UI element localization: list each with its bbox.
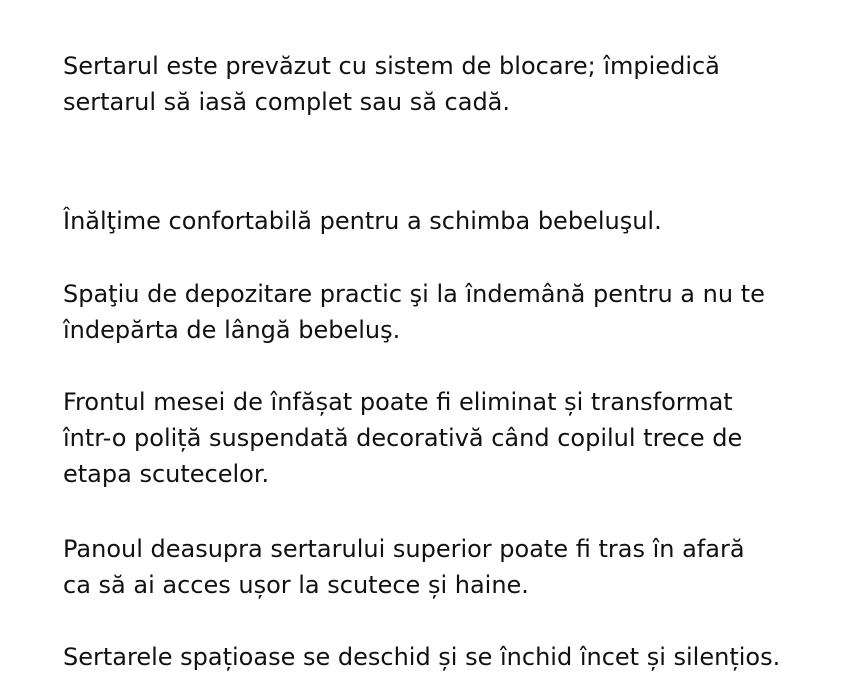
paragraph-comfortable-height	[63, 203, 833, 239]
paragraph-storage-space	[63, 276, 833, 348]
text-line: Înălţime confortabilă pentru a schimba bebeluşul.	[63, 207, 662, 235]
text-line: Sertarul este prevăzut cu sistem de blocare; împiedică	[63, 52, 720, 80]
text-line: ca să ai acces ușor la scutece și haine.	[63, 571, 529, 599]
text-line: îndepărta de lângă bebeluş.	[63, 316, 401, 344]
paragraph-top-drawer-panel	[63, 531, 833, 603]
text-line: Spaţiu de depozitare practic şi la îndemână pentru a nu te	[63, 280, 765, 308]
paragraph-spacious-drawers	[63, 639, 833, 675]
paragraph-drawer-lock	[63, 48, 833, 120]
text-line: într-o poliță suspendată decorativă când copilul trece de	[63, 424, 743, 452]
text-line: etapa scutecelor.	[63, 460, 270, 488]
text-line: sertarul să iasă complet sau să cadă.	[63, 88, 511, 116]
text-line: Panoul deasupra sertarului superior poate fi tras în afară	[63, 535, 745, 563]
paragraph-changing-table-front	[63, 384, 833, 492]
text-line: Sertarele spațioase se deschid și se închid încet și silențios.	[63, 643, 781, 671]
text-line: Frontul mesei de înfășat poate fi eliminat și transformat	[63, 388, 733, 416]
